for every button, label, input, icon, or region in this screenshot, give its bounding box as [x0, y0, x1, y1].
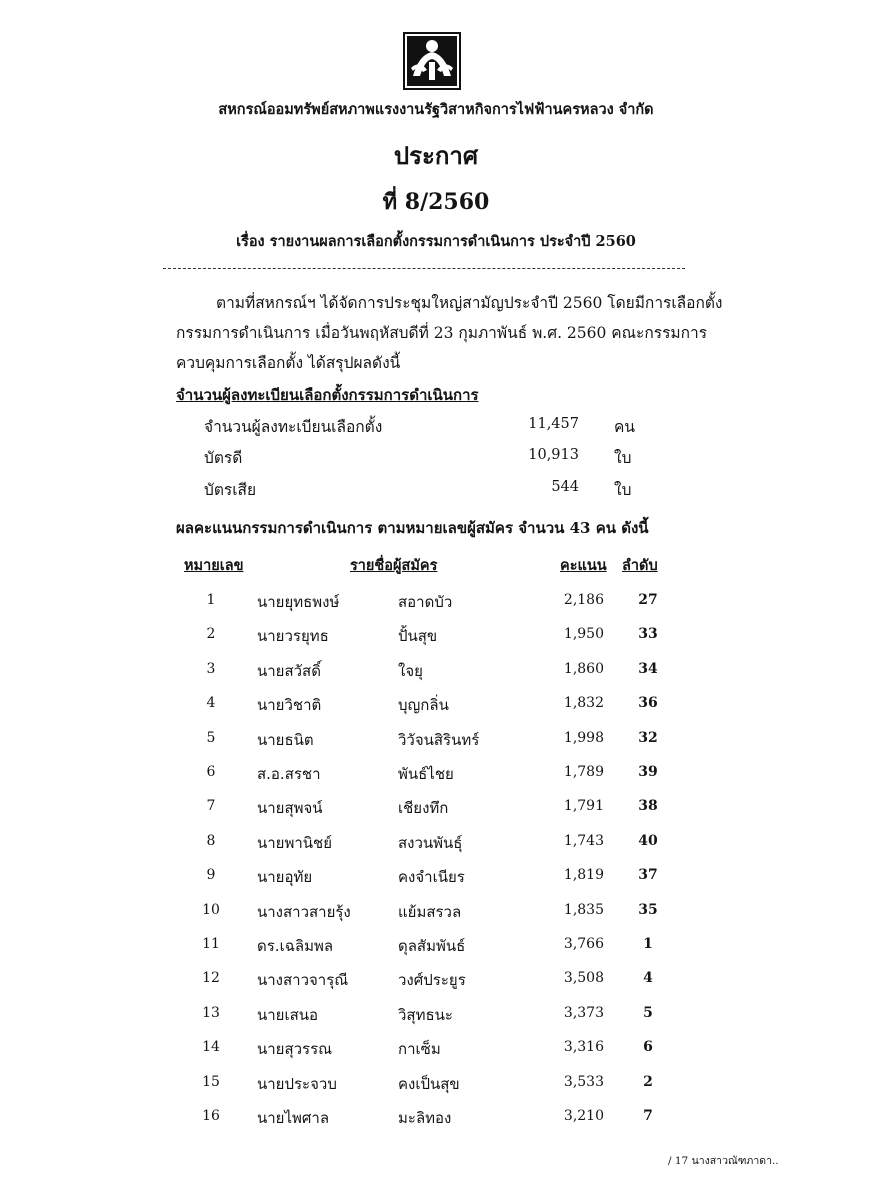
candidate-rank: 40 [638, 832, 658, 849]
results-title: ผลคะแนนกรรมการดำเนินการ ตามหมายเลขผู้สมัคร จำนวน 43 คน ดังนี้ [176, 519, 649, 537]
candidate-rank: 33 [638, 626, 658, 643]
candidate-row [0, 693, 872, 723]
candidate-number: 9 [206, 867, 216, 884]
candidate-number: 3 [206, 660, 216, 677]
candidate-last-name: ดุลสัมพันธ์ [398, 937, 466, 955]
summary-row [204, 477, 664, 503]
dashed-divider [163, 268, 685, 269]
candidate-rank: 32 [638, 729, 658, 746]
candidate-number: 12 [202, 970, 220, 987]
candidate-number: 16 [202, 1108, 220, 1124]
candidate-last-name: บุญกลิ่น [398, 696, 449, 715]
candidate-first-name: นางสาวจารุณี [257, 971, 349, 990]
candidate-score: 3,373 [563, 1004, 604, 1021]
candidate-number: 8 [206, 832, 216, 849]
candidate-row [0, 590, 872, 620]
candidate-row [0, 1003, 872, 1033]
header-number: หมายเลข [184, 557, 244, 574]
summary-row [204, 445, 664, 471]
candidate-first-name: นายสุพจน์ [257, 799, 323, 818]
candidate-number: 4 [206, 695, 216, 712]
candidate-row [0, 1106, 872, 1136]
candidate-rank: 35 [638, 901, 658, 918]
candidate-last-name: คงจำเนียร [398, 868, 465, 887]
summary-unit: ใบ [614, 481, 632, 499]
candidate-rank: 6 [643, 1039, 653, 1056]
candidate-row [0, 831, 872, 861]
candidate-score: 3,533 [563, 1073, 604, 1090]
candidate-rank: 36 [638, 695, 658, 712]
candidate-last-name: สอาดบัว [398, 593, 453, 611]
candidate-number: 15 [202, 1073, 220, 1090]
candidate-number: 2 [206, 626, 216, 643]
candidate-first-name: นายยุทธพงษ์ [257, 593, 340, 611]
candidate-number: 1 [206, 592, 216, 608]
candidate-last-name: วิสุทธนะ [398, 1005, 453, 1024]
candidate-score: 3,210 [563, 1108, 604, 1124]
organization-name: สหกรณ์ออมทรัพย์สหภาพแรงงานรัฐวิสาหกิจการไฟฟ้านครหลวง จำกัด [218, 101, 654, 118]
candidate-score: 1,950 [563, 626, 604, 643]
summary-value: 11,457 [528, 416, 579, 432]
candidate-row [0, 1072, 872, 1102]
candidate-number: 14 [202, 1039, 220, 1056]
candidate-rank: 2 [643, 1073, 653, 1090]
candidate-last-name: มะลิทอง [398, 1109, 452, 1127]
candidate-score: 1,791 [563, 798, 604, 815]
candidate-score: 1,832 [563, 695, 604, 712]
candidate-row [0, 659, 872, 689]
intro-paragraph: ตามที่สหกรณ์ฯ ได้จัดการประชุมใหญ่สามัญประจำปี 2560 โดยมีการเลือกตั้งกรรมการดำเนินการ เมื่อวันพฤหัสบดีที่ 23 กุมภาพันธ์ พ.ศ. 2560 คณะกรรมการควบคุมการเลือกตั้ง ได้สรุปผลดังนี้ [176, 294, 723, 372]
candidate-last-name: สงวนพันธุ์ [398, 833, 463, 852]
header-rank: ลำดับ [622, 557, 658, 574]
candidate-last-name: ปั้นสุข [398, 627, 438, 646]
candidate-rank: 27 [638, 592, 658, 608]
summary-unit: ใบ [614, 449, 632, 467]
candidate-score: 2,186 [563, 592, 604, 608]
candidate-number: 10 [202, 901, 220, 918]
candidate-first-name: ดร.เฉลิมพล [257, 937, 334, 955]
summary-label: บัตรเสีย [204, 481, 257, 499]
candidate-row [0, 762, 872, 792]
summary-value: 544 [551, 479, 579, 495]
summary-value: 10,913 [528, 447, 579, 463]
candidate-first-name: นายพานิชย์ [257, 833, 332, 852]
candidate-row [0, 796, 872, 826]
candidate-last-name: ใจยุ [398, 661, 423, 680]
page-footnote: / 17 นางสาวณัฑภาดา.. [668, 1155, 779, 1167]
candidate-rank: 1 [643, 936, 653, 952]
candidate-last-name: วงศ์ประยูร [398, 971, 466, 990]
candidate-rank: 5 [643, 1004, 653, 1021]
candidate-last-name: เชียงทึก [398, 799, 449, 818]
candidate-row [0, 900, 872, 930]
candidate-first-name: นายเสนอ [257, 1005, 319, 1024]
candidate-first-name: นายสุวรรณ [257, 1040, 333, 1059]
candidate-rank: 7 [643, 1108, 653, 1124]
header-score: คะแนน [560, 557, 607, 574]
candidate-row [0, 624, 872, 654]
summary-label: จำนวนผู้ลงทะเบียนเลือกตั้ง [204, 418, 383, 436]
summary-unit: คน [614, 418, 635, 436]
registration-section-title: จำนวนผู้ลงทะเบียนเลือกตั้งกรรมการดำเนินการ [176, 386, 479, 404]
candidate-last-name: วิวัจนสิรินทร์ [398, 730, 480, 749]
candidate-rank: 39 [638, 764, 658, 780]
candidate-first-name: นายสวัสดิ์ [257, 661, 321, 680]
candidate-score: 3,766 [563, 936, 604, 952]
candidate-row [0, 934, 872, 964]
summary-row [204, 414, 664, 440]
cooperative-logo [403, 32, 461, 90]
candidate-number: 5 [206, 729, 216, 746]
summary-label: บัตรดี [204, 449, 243, 467]
announcement-number: ที่ 8/2560 [382, 189, 490, 215]
candidate-score: 3,508 [563, 970, 604, 987]
candidate-score: 1,743 [563, 832, 604, 849]
candidate-rank: 38 [638, 798, 658, 815]
candidate-last-name: แย้มสรวล [398, 902, 462, 921]
candidate-rank: 37 [638, 867, 658, 884]
candidate-row [0, 728, 872, 758]
candidate-rank: 34 [638, 660, 658, 677]
candidate-score: 1,789 [563, 764, 604, 780]
candidate-rank: 4 [643, 970, 653, 987]
candidate-last-name: คงเป็นสุข [398, 1074, 460, 1093]
header-candidate-name: รายชื่อผู้สมัคร [350, 557, 438, 574]
candidate-first-name: นายธนิต [257, 730, 314, 749]
candidate-score: 1,819 [563, 867, 604, 884]
candidate-score: 1,860 [563, 660, 604, 677]
candidate-row [0, 968, 872, 998]
candidate-first-name: นายวรยุทธ [257, 627, 329, 646]
candidate-last-name: กาเซ็ม [398, 1040, 441, 1059]
candidate-row [0, 1037, 872, 1067]
candidate-row [0, 865, 872, 895]
candidate-score: 1,998 [563, 729, 604, 746]
candidate-score: 3,316 [563, 1039, 604, 1056]
candidate-first-name: นายอุทัย [257, 868, 313, 887]
candidate-first-name: ส.อ.สรชา [257, 765, 321, 783]
candidate-number: 7 [206, 798, 216, 815]
candidate-first-name: นางสาวสายรุ้ง [257, 902, 351, 921]
candidate-number: 13 [202, 1004, 220, 1021]
candidate-number: 11 [202, 936, 220, 952]
candidate-last-name: พันธ์ไชย [398, 765, 454, 783]
candidate-first-name: นายไพศาล [257, 1109, 330, 1127]
candidate-first-name: นายวิชาติ [257, 696, 322, 715]
announcement-heading: ประกาศ [393, 141, 479, 170]
candidate-first-name: นายประจวบ [257, 1074, 337, 1093]
candidate-score: 1,835 [563, 901, 604, 918]
candidate-number: 6 [206, 764, 216, 780]
announcement-subject: เรื่อง รายงานผลการเลือกตั้งกรรมการดำเนินการ ประจำปี 2560 [236, 233, 636, 250]
